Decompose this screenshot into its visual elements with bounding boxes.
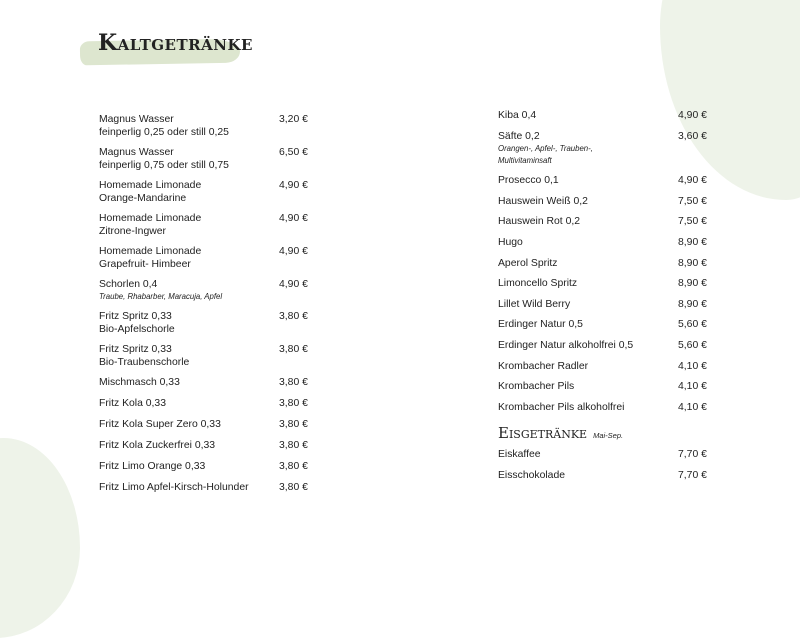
item-name-block bbox=[498, 236, 669, 249]
item-name-block bbox=[99, 460, 270, 473]
item-price: 4,90 € bbox=[279, 246, 308, 257]
item-price: 4,10 € bbox=[678, 360, 707, 372]
item-name-block bbox=[99, 113, 270, 139]
item-name-block bbox=[99, 397, 270, 410]
item-name-block bbox=[498, 339, 669, 352]
item-price: 4,10 € bbox=[678, 381, 707, 393]
menu-item bbox=[498, 401, 708, 414]
item-subtitle: Grapefruit- Himbeer bbox=[99, 259, 191, 270]
item-name-block bbox=[498, 318, 669, 331]
item-name: Limoncello Spritz bbox=[498, 278, 578, 290]
menu-item bbox=[99, 146, 309, 172]
item-name: Hauswein Rot 0,2 bbox=[498, 216, 581, 228]
item-name-block bbox=[498, 360, 669, 373]
item-name: Prosecco 0,1 bbox=[498, 175, 559, 187]
item-note: Traube, Rhabarber, Maracuja, Apfel bbox=[99, 292, 223, 301]
item-name-block bbox=[99, 481, 270, 494]
item-subtitle: Zitrone-Ingwer bbox=[99, 226, 166, 237]
menu-item bbox=[498, 380, 708, 393]
menu-column-left bbox=[99, 113, 309, 494]
item-price: 7,50 € bbox=[678, 216, 707, 228]
item-name: Fritz Kola Zuckerfrei 0,33 bbox=[99, 440, 216, 451]
menu-item bbox=[99, 397, 309, 410]
menu-item bbox=[99, 278, 309, 303]
item-name: Eisschokolade bbox=[498, 469, 566, 481]
item-price: 3,80 € bbox=[279, 398, 308, 409]
item-price: 3,80 € bbox=[279, 311, 308, 322]
item-name: Magnus Wasser bbox=[99, 114, 174, 125]
item-name: Magnus Wasser bbox=[99, 147, 174, 158]
item-price: 4,90 € bbox=[678, 175, 707, 187]
item-price: 5,60 € bbox=[678, 319, 707, 331]
item-name: Erdinger Natur alkoholfrei 0,5 bbox=[498, 339, 634, 351]
item-name-block bbox=[498, 215, 669, 228]
item-name: Krombacher Pils alkoholfrei bbox=[498, 401, 625, 413]
item-price: 6,50 € bbox=[279, 147, 308, 158]
item-note: Orangen-, Apfel-, Trauben-, Multivitaminsaft bbox=[498, 143, 593, 165]
item-name: Fritz Limo Orange 0,33 bbox=[99, 461, 206, 472]
item-price: 4,90 € bbox=[279, 279, 308, 290]
item-name-block bbox=[498, 195, 669, 208]
item-name: Fritz Limo Apfel-Kirsch-Holunder bbox=[99, 482, 249, 493]
item-price: 3,60 € bbox=[678, 130, 707, 142]
item-name-block bbox=[498, 109, 669, 122]
menu-item bbox=[99, 113, 309, 139]
item-name-block bbox=[99, 179, 270, 205]
item-price: 4,90 € bbox=[279, 180, 308, 191]
item-name: Aperol Spritz bbox=[498, 257, 558, 269]
menu-item bbox=[498, 318, 708, 331]
menu-item bbox=[498, 195, 708, 208]
item-name: Kiba 0,4 bbox=[498, 110, 537, 121]
section-note-season: Mai-Sep. bbox=[593, 430, 624, 440]
item-price: 4,90 € bbox=[678, 110, 707, 121]
item-subtitle: feinperlig 0,75 oder still 0,75 bbox=[99, 160, 229, 171]
item-name: Krombacher Radler bbox=[498, 360, 589, 372]
section-title-eisgetraenke: Eisgetränke bbox=[498, 423, 588, 442]
item-name-block bbox=[99, 245, 270, 271]
menu-item bbox=[99, 418, 309, 431]
menu-item bbox=[99, 439, 309, 452]
item-price: 3,80 € bbox=[279, 419, 308, 430]
item-name-block bbox=[99, 418, 270, 431]
item-price: 4,90 € bbox=[279, 213, 308, 224]
item-name: Mischmasch 0,33 bbox=[99, 377, 180, 388]
menu-item bbox=[99, 179, 309, 205]
item-name: Fritz Spritz 0,33 bbox=[99, 344, 172, 355]
menu-item bbox=[99, 376, 309, 389]
item-name: Eiskaffee bbox=[498, 448, 541, 460]
item-name-block bbox=[99, 146, 270, 172]
menu-item bbox=[99, 245, 309, 271]
item-price: 3,80 € bbox=[279, 344, 308, 355]
item-name-block bbox=[99, 343, 270, 369]
item-name-block bbox=[498, 130, 669, 167]
item-name-block bbox=[498, 257, 669, 270]
ice-drink-list bbox=[498, 448, 708, 482]
item-price: 7,50 € bbox=[678, 195, 707, 207]
item-name: Fritz Kola Super Zero 0,33 bbox=[99, 419, 221, 430]
ice-section-header bbox=[498, 424, 708, 442]
item-price: 8,90 € bbox=[678, 236, 707, 248]
item-name: Säfte 0,2 bbox=[498, 130, 540, 142]
item-name: Homemade Limonade bbox=[99, 213, 202, 224]
menu-item bbox=[498, 215, 708, 228]
item-subtitle: feinperlig 0,25 oder still 0,25 bbox=[99, 127, 229, 138]
menu-item bbox=[498, 236, 708, 249]
item-name-block bbox=[498, 380, 669, 393]
menu-item bbox=[498, 448, 708, 461]
item-name: Homemade Limonade bbox=[99, 180, 202, 191]
menu-item bbox=[99, 460, 309, 473]
item-price: 3,80 € bbox=[279, 461, 308, 472]
page-title: Kaltgetränke bbox=[98, 30, 253, 56]
item-name-block bbox=[99, 310, 270, 336]
decorative-blob-bottom-left bbox=[0, 438, 80, 638]
menu-item bbox=[498, 174, 708, 187]
menu-item bbox=[498, 469, 708, 482]
item-price: 3,80 € bbox=[279, 482, 308, 493]
menu-item bbox=[99, 212, 309, 238]
item-name: Fritz Spritz 0,33 bbox=[99, 311, 172, 322]
item-price: 5,60 € bbox=[678, 339, 707, 351]
item-name-block bbox=[99, 439, 270, 452]
item-price: 8,90 € bbox=[678, 298, 707, 310]
menu-column-right bbox=[498, 109, 708, 490]
menu-item bbox=[498, 130, 708, 167]
item-price: 8,90 € bbox=[678, 278, 707, 290]
item-price: 3,80 € bbox=[279, 440, 308, 451]
item-name-block bbox=[498, 298, 669, 311]
item-name: Homemade Limonade bbox=[99, 246, 202, 257]
item-name: Hugo bbox=[498, 236, 523, 248]
item-name-block bbox=[498, 469, 669, 482]
menu-item bbox=[498, 109, 708, 122]
item-subtitle: Orange-Mandarine bbox=[99, 193, 187, 204]
item-subtitle: Bio-Traubenschorle bbox=[99, 357, 190, 368]
item-name-block bbox=[498, 448, 669, 461]
item-name-block bbox=[99, 212, 270, 238]
item-price: 7,70 € bbox=[678, 469, 707, 481]
item-name: Hauswein Weiß 0,2 bbox=[498, 195, 588, 207]
item-name: Erdinger Natur 0,5 bbox=[498, 319, 583, 331]
item-name-block bbox=[498, 401, 669, 414]
item-name: Fritz Kola 0,33 bbox=[99, 398, 166, 409]
menu-item bbox=[99, 310, 309, 336]
item-subtitle: Bio-Apfelschorle bbox=[99, 324, 175, 335]
menu-item bbox=[498, 277, 708, 290]
item-price: 7,70 € bbox=[678, 448, 707, 460]
item-name: Schorlen 0,4 bbox=[99, 279, 158, 290]
menu-item bbox=[99, 343, 309, 369]
item-name-block bbox=[498, 277, 669, 290]
item-price: 3,80 € bbox=[279, 377, 308, 388]
title-area bbox=[80, 30, 253, 56]
item-price: 4,10 € bbox=[678, 401, 707, 413]
menu-item bbox=[498, 360, 708, 373]
right-drink-list bbox=[498, 109, 708, 414]
item-price: 8,90 € bbox=[678, 257, 707, 269]
menu-item bbox=[498, 298, 708, 311]
item-name-block bbox=[498, 174, 669, 187]
item-name: Krombacher Pils bbox=[498, 381, 575, 393]
item-name-block bbox=[99, 376, 270, 389]
menu-item bbox=[498, 339, 708, 352]
menu-item bbox=[498, 257, 708, 270]
item-name: Lillet Wild Berry bbox=[498, 298, 571, 310]
item-name-block bbox=[99, 278, 270, 303]
menu-item bbox=[99, 481, 309, 494]
item-price: 3,20 € bbox=[279, 114, 308, 125]
